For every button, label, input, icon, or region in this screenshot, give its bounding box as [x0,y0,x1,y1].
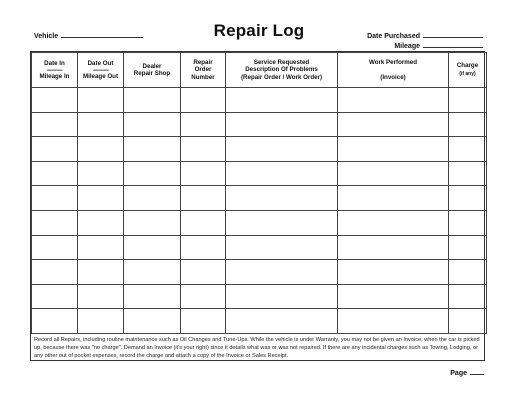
cell-date-out[interactable] [78,309,124,334]
cell-dealer[interactable] [124,112,181,137]
cell-dealer[interactable] [124,235,181,260]
cell-date-out[interactable] [78,137,124,162]
cell-work-performed[interactable] [338,88,449,113]
cell-date-out[interactable] [78,284,124,309]
cell-date-in[interactable] [32,186,78,211]
cell-service-requested[interactable] [226,112,338,137]
cell-service-requested[interactable] [226,235,338,260]
cell-dealer[interactable] [124,284,181,309]
cell-repair-order[interactable] [181,235,226,260]
cell-service-requested[interactable] [226,161,338,186]
cell-repair-order[interactable] [181,161,226,186]
cell-service-requested[interactable] [226,186,338,211]
col-work-performed: Work Performed (Invoice) [338,53,449,88]
cell-date-out[interactable] [78,260,124,285]
page-blank-line[interactable] [470,368,484,375]
table-row [32,260,487,285]
cell-dealer[interactable] [124,161,181,186]
cell-dealer[interactable] [124,186,181,211]
cell-service-requested[interactable] [226,309,338,334]
cell-date-out[interactable] [78,186,124,211]
cell-repair-order[interactable] [181,309,226,334]
cell-service-requested[interactable] [226,137,338,162]
table-row [32,210,487,235]
cell-date-out[interactable] [78,210,124,235]
cell-charge[interactable] [449,161,487,186]
table-row [32,186,487,211]
cell-date-out[interactable] [78,161,124,186]
date-purchased-label: Date Purchased [367,33,420,40]
cell-charge[interactable] [449,137,487,162]
cell-date-in[interactable] [32,235,78,260]
cell-date-in[interactable] [32,112,78,137]
repair-log-table [31,52,487,334]
cell-service-requested[interactable] [226,88,338,113]
cell-date-out[interactable] [78,112,124,137]
mileage-field [367,41,483,51]
cell-charge[interactable] [449,235,487,260]
cell-dealer[interactable] [124,88,181,113]
col-dealer-repair-shop: Dealer Repair Shop [124,53,181,88]
cell-date-in[interactable] [32,260,78,285]
table-row [32,235,487,260]
repair-log-form [30,51,485,361]
cell-charge[interactable] [449,260,487,285]
col-date-out-mileage-out: Date Out ---------- Mileage Out [78,53,124,88]
cell-charge[interactable] [449,210,487,235]
cell-service-requested[interactable] [226,260,338,285]
cell-work-performed[interactable] [338,309,449,334]
table-row [32,309,487,334]
cell-work-performed[interactable] [338,161,449,186]
page-number-field [450,368,484,377]
cell-date-out[interactable] [78,88,124,113]
cell-charge[interactable] [449,284,487,309]
cell-repair-order[interactable] [181,186,226,211]
cell-work-performed[interactable] [338,210,449,235]
cell-work-performed[interactable] [338,137,449,162]
cell-dealer[interactable] [124,137,181,162]
purchase-meta [367,31,483,51]
cell-date-in[interactable] [32,210,78,235]
table-row [32,137,487,162]
page-title: Repair Log [213,21,305,40]
cell-work-performed[interactable] [338,186,449,211]
cell-repair-order[interactable] [181,137,226,162]
repair-log-body [32,88,487,334]
cell-dealer[interactable] [124,260,181,285]
table-header-row [32,53,487,88]
cell-charge[interactable] [449,309,487,334]
date-purchased-field [367,31,483,41]
col-date-in-mileage-in: Date In ---------- Mileage In [32,53,78,88]
cell-date-in[interactable] [32,137,78,162]
cell-work-performed[interactable] [338,284,449,309]
cell-work-performed[interactable] [338,235,449,260]
cell-date-out[interactable] [78,235,124,260]
instructions-footnote: Record all Repairs, including routine maintenance such as Oil Changes and Tune-Ups. While the vehicle is under Warranty, you may not be given an Invoice, when the car is picked up, because there was "no charge". Demand an Invoice (it's your right) since it details what was or was not repaired. If there are any incidental charges such as Towing, Lodging, or any other out of pocket expenses, record the charge and attach a copy of the Invoice or Sales Receipt. [31,333,484,360]
cell-work-performed[interactable] [338,260,449,285]
col-charge: Charge (if any) [449,53,487,88]
mileage-label: Mileage [394,43,420,50]
mileage-blank-line[interactable] [423,41,483,48]
table-row [32,161,487,186]
cell-date-in[interactable] [32,284,78,309]
vehicle-label: Vehicle [34,33,59,40]
cell-work-performed[interactable] [338,112,449,137]
cell-repair-order[interactable] [181,112,226,137]
cell-charge[interactable] [449,88,487,113]
cell-date-in[interactable] [32,161,78,186]
cell-repair-order[interactable] [181,260,226,285]
cell-charge[interactable] [449,186,487,211]
cell-repair-order[interactable] [181,88,226,113]
table-row [32,284,487,309]
col-service-requested: Service Requested Description Of Problems (Repair Order / Work Order) [226,53,338,88]
cell-charge[interactable] [449,112,487,137]
cell-dealer[interactable] [124,309,181,334]
cell-service-requested[interactable] [226,284,338,309]
cell-date-in[interactable] [32,309,78,334]
col-repair-order-number: Repair Order Number [181,53,226,88]
cell-dealer[interactable] [124,210,181,235]
cell-date-in[interactable] [32,88,78,113]
date-purchased-blank-line[interactable] [423,31,483,38]
cell-service-requested[interactable] [226,210,338,235]
page-label: Page [450,370,467,377]
cell-repair-order[interactable] [181,210,226,235]
table-row [32,88,487,113]
cell-repair-order[interactable] [181,284,226,309]
table-row [32,112,487,137]
